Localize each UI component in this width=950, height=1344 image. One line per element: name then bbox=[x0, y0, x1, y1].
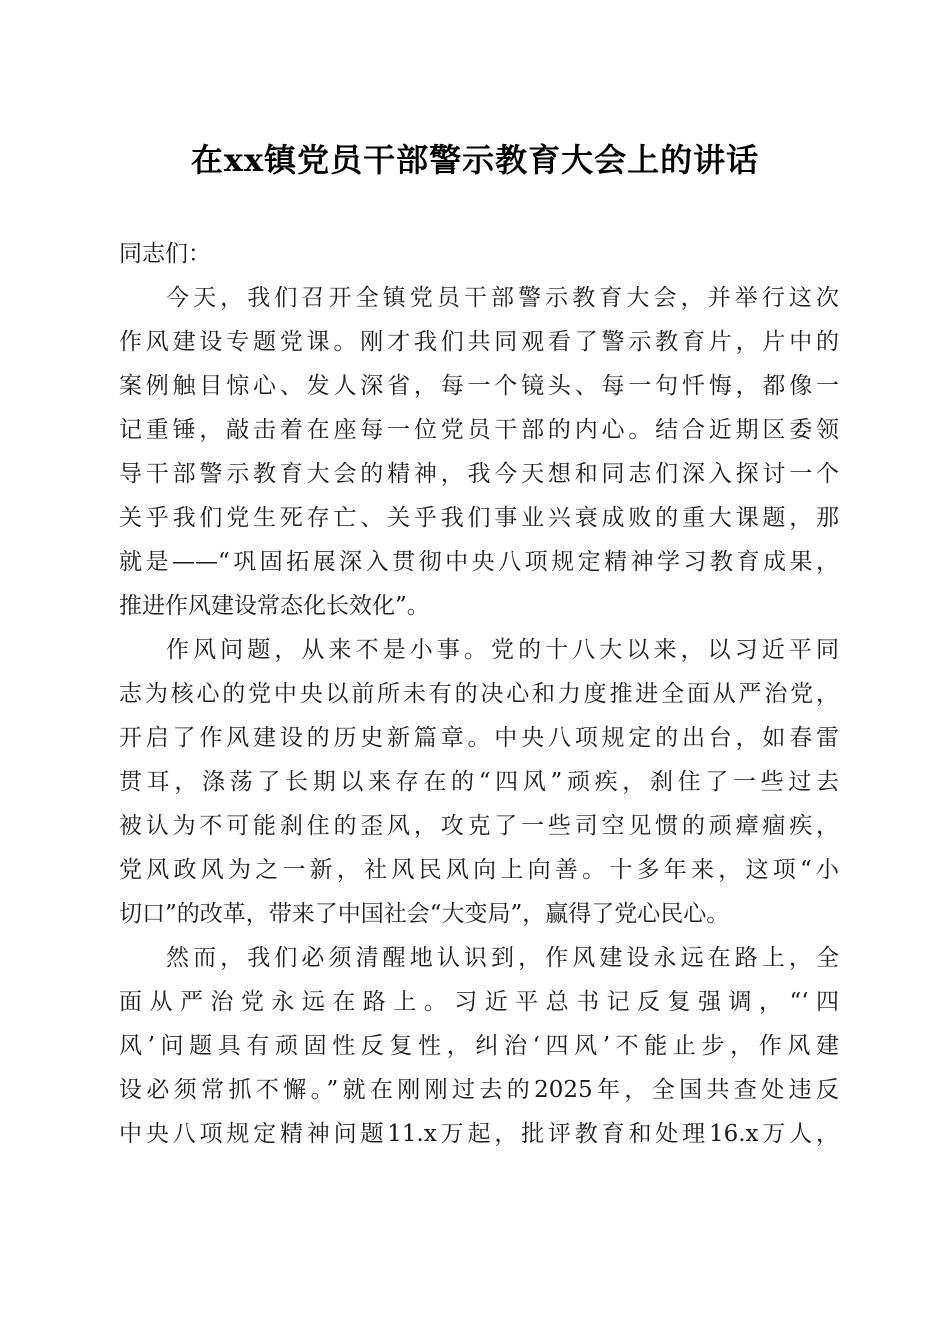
paragraph-3-line: 设必须常抓不懈。”就在刚刚过去的2025年，全国共查处违反 bbox=[119, 1077, 839, 1103]
salutation: 同志们： bbox=[119, 241, 211, 267]
paragraph-1-line: 案例触目惊心、发人深省，每一个镜头、每一句忏悔，都像一 bbox=[119, 373, 839, 399]
paragraph-1-line: 推进作风建设常态化长效化”。 bbox=[119, 593, 430, 619]
paragraph-3-line: 面从严治党永远在路上。习近平总书记反复强调，“‘四 bbox=[119, 989, 839, 1015]
paragraph-2-line: 开启了作风建设的历史新篇章。中央八项规定的出台，如春雷 bbox=[119, 725, 839, 751]
paragraph-3-line: 风’问题具有顽固性反复性，纠治‘四风’不能止步，作风建 bbox=[119, 1033, 839, 1059]
paragraph-2-line: 志为核心的党中央以前所未有的决心和力度推进全面从严治党， bbox=[119, 681, 839, 707]
paragraph-1-line: 关乎我们党生死存亡、关乎我们事业兴衰成败的重大课题，那 bbox=[119, 505, 839, 531]
paragraph-3-line: 中央八项规定精神问题11.x万起，批评教育和处理16.x万人， bbox=[119, 1121, 839, 1147]
paragraph-1-line: 记重锤，敲击着在座每一位党员干部的内心。结合近期区委领 bbox=[119, 417, 839, 443]
paragraph-2-line: 贯耳，涤荡了长期以来存在的“四风”顽疾，刹住了一些过去 bbox=[119, 769, 839, 795]
paragraph-2-line: 党风政风为之一新，社风民风向上向善。十多年来，这项“小 bbox=[119, 857, 839, 883]
paragraph-2-line: 被认为不可能刹住的歪风，攻克了一些司空见惯的顽瘴痼疾， bbox=[119, 813, 839, 839]
paragraph-3-line: 然而，我们必须清醒地认识到，作风建设永远在路上，全 bbox=[166, 945, 839, 971]
paragraph-1-line: 作风建设专题党课。刚才我们共同观看了警示教育片，片中的 bbox=[119, 329, 839, 355]
paragraph-1-line: 就是——“巩固拓展深入贯彻中央八项规定精神学习教育成果， bbox=[119, 549, 839, 575]
document-body bbox=[119, 232, 839, 1156]
document-title: 在xx镇党员干部警示教育大会上的讲话 bbox=[190, 141, 760, 179]
paragraph-1-line: 导干部警示教育大会的精神，我今天想和同志们深入探讨一个 bbox=[119, 461, 839, 487]
paragraph-2-line: 作风问题，从来不是小事。党的十八大以来，以习近平同 bbox=[166, 637, 839, 663]
paragraph-1-line: 今天，我们召开全镇党员干部警示教育大会，并举行这次 bbox=[166, 285, 839, 311]
paragraph-2-line: 切口”的改革，带来了中国社会“大变局”，赢得了党心民心。 bbox=[119, 901, 730, 927]
